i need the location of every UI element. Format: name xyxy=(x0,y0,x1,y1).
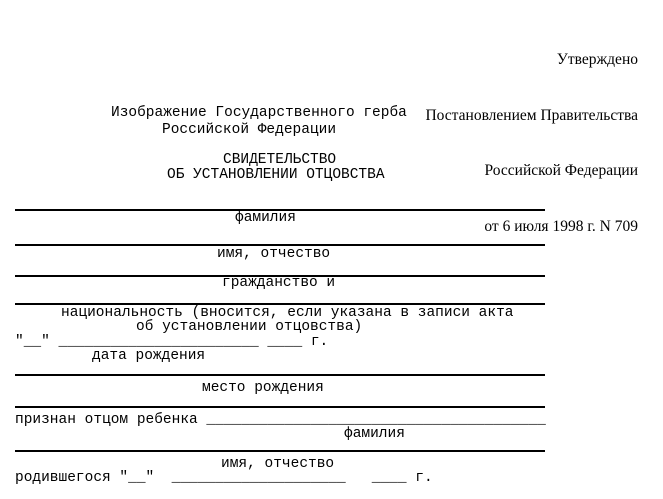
nationality-label-line2: об установлении отцовства) xyxy=(136,319,363,335)
birth-place-label: место рождения xyxy=(202,380,324,396)
child-surname-label: фамилия xyxy=(344,426,405,442)
approval-line-date-number: от 6 июля 1998 г. N 709 xyxy=(484,217,638,235)
citizenship-label: гражданство и xyxy=(222,275,336,291)
child-name-fill-line xyxy=(15,450,545,452)
document-title-line2: ОБ УСТАНОВЛЕНИИ ОТЦОВСТВА xyxy=(167,167,385,183)
recognized-father-line: признан отцом ребенка _______________________________________ xyxy=(15,412,546,428)
emblem-caption-line2: Российской Федерации xyxy=(162,122,337,138)
child-born-line: родившегося "__" ____________________ ____ г. xyxy=(15,470,433,486)
emblem-caption-line1: Изображение Государственного герба xyxy=(111,105,407,121)
approval-block xyxy=(425,14,638,273)
approval-line-federation: Российской Федерации xyxy=(484,162,638,179)
document-title-line1: СВИДЕТЕЛЬСТВО xyxy=(223,152,337,168)
birth-place-fill-line xyxy=(15,374,545,376)
birth-date-fill-line: "__" _______________________ ____ г. xyxy=(15,334,329,350)
approval-line-decree: Постановлением Правительства xyxy=(425,106,638,124)
child-name-patronymic-label: имя, отчество xyxy=(221,456,335,472)
recognized-father-rule xyxy=(15,406,545,408)
birth-date-label: дата рождения xyxy=(92,348,206,364)
nationality-label-line1: национальность (вносится, если указана в записи акта xyxy=(61,305,514,321)
approval-line-approved: Утверждено xyxy=(556,51,638,68)
name-patronymic-label: имя, отчество xyxy=(217,246,331,262)
surname-label: фамилия xyxy=(235,210,296,226)
